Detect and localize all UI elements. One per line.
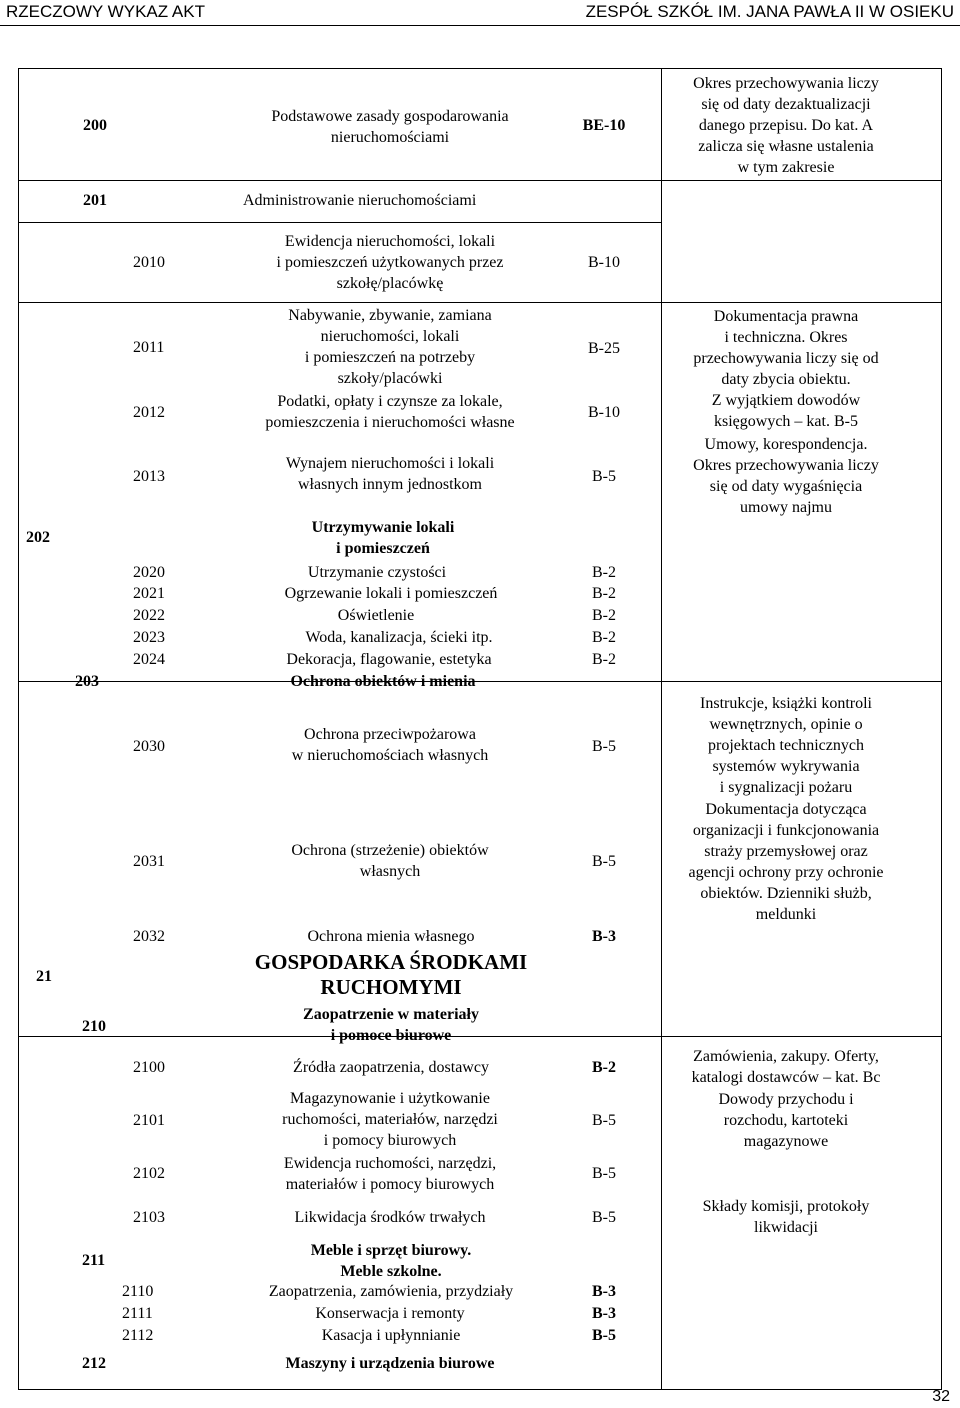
cat-2112: B-5 — [592, 1327, 616, 1344]
name-2110: Zaopatrzenia, zamówienia, przydziały — [268, 1283, 514, 1300]
cat-2030: B-5 — [592, 738, 616, 755]
name-2023: Woda, kanalizacja, ścieki itp. — [305, 629, 493, 646]
row-divider — [18, 180, 942, 181]
name-2112: Kasacja i upłynnianie — [321, 1327, 461, 1344]
code-2021: 2021 — [133, 585, 165, 602]
cat-2102: B-5 — [592, 1165, 616, 1182]
cat-2100: B-2 — [592, 1059, 616, 1076]
cat-2101: B-5 — [592, 1112, 616, 1129]
code-2020: 2020 — [133, 564, 165, 581]
name-2020: Utrzymanie czystości — [307, 564, 447, 581]
note-2030: Instrukcje, książki kontroli wewnętrznych, opinie o projektach technicznych systemów wykrywania i sygnalizacji pożaru — [700, 695, 872, 796]
name-203: Ochrona obiektów i mienia — [290, 673, 476, 690]
name-212: Maszyny i urządzenia biurowe — [285, 1355, 495, 1372]
code-2102: 2102 — [133, 1165, 165, 1182]
cat-2111: B-3 — [592, 1305, 616, 1322]
code-2031: 2031 — [133, 853, 165, 870]
name-2010: Ewidencja nieruchomości, lokali i pomieszczeń użytkowanych przez szkołę/placówkę — [276, 233, 504, 292]
header-school-name: ZESPÓŁ SZKÓŁ IM. JANA PAWŁA II W OSIEKU — [585, 2, 954, 21]
cat-2010: B-10 — [588, 254, 620, 271]
code-2103: 2103 — [133, 1209, 165, 1226]
code-2101: 2101 — [133, 1112, 165, 1129]
name-2032: Ochrona mienia własnego — [307, 928, 475, 945]
note-2013: Umowy, korespondencja. Okres przechowywania liczy się od daty wygaśnięcia umowy najmu — [693, 436, 879, 516]
code-2022: 2022 — [133, 607, 165, 624]
row-divider — [18, 222, 661, 223]
cat-2020: B-2 — [592, 564, 616, 581]
cat-2024: B-2 — [592, 651, 616, 668]
code-2111: 2111 — [122, 1305, 153, 1322]
name-202: Utrzymywanie lokali i pomieszczeń — [311, 519, 455, 557]
code-2112: 2112 — [122, 1327, 154, 1344]
row-divider — [18, 681, 942, 682]
code-2012: 2012 — [133, 404, 165, 421]
code-212: 212 — [82, 1355, 106, 1372]
cat-2011: B-25 — [588, 340, 620, 357]
note-2100: Zamówienia, zakupy. Oferty, katalogi dostawców – kat. Bc — [691, 1048, 881, 1086]
code-2024: 2024 — [133, 651, 165, 668]
name-2103: Likwidacja środków trwałych — [294, 1209, 486, 1226]
note-2103: Składy komisji, protokoły likwidacji — [702, 1198, 870, 1236]
code-2011: 2011 — [133, 339, 165, 356]
name-2111: Konserwacja i remonty — [315, 1305, 465, 1322]
code-211: 211 — [82, 1252, 106, 1269]
note-2011: Dokumentacja prawna i techniczna. Okres przechowywania liczy się od daty zbycia obiektu. Z wyjątkiem dowodów księgowych – kat. B-5 — [693, 308, 879, 430]
cat-2013: B-5 — [592, 468, 616, 485]
name-21: GOSPODARKA ŚRODKAMI RUCHOMYMI — [254, 950, 528, 999]
name-2022: Oświetlenie — [337, 607, 415, 624]
cat-2031: B-5 — [592, 853, 616, 870]
code-2100: 2100 — [133, 1059, 165, 1076]
cat-2021: B-2 — [592, 585, 616, 602]
code-202: 202 — [26, 529, 50, 546]
note-2101: Dowody przychodu i rozchodu, kartoteki magazynowe — [718, 1091, 854, 1150]
cat-2023: B-2 — [592, 629, 616, 646]
code-200: 200 — [83, 117, 107, 134]
name-2011: Nabywanie, zbywanie, zamiana nieruchomości, lokali i pomieszczeń na potrzeby szkoły/placówki — [288, 307, 492, 387]
code-2110: 2110 — [122, 1283, 154, 1300]
name-2021: Ogrzewanie lokali i pomieszczeń — [284, 585, 498, 602]
code-201: 201 — [83, 192, 107, 209]
cat-2110: B-3 — [592, 1283, 616, 1300]
name-2012: Podatki, opłaty i czynsze za lokale, pomieszczenia i nieruchomości własne — [265, 393, 515, 431]
row-divider — [18, 302, 942, 303]
row-divider — [18, 1036, 942, 1037]
name-2031: Ochrona (strzeżenie) obiektów własnych — [291, 842, 489, 880]
code-2032: 2032 — [133, 928, 165, 945]
code-2030: 2030 — [133, 738, 165, 755]
name-2013: Wynajem nieruchomości i lokali własnych innym jednostkom — [285, 455, 495, 493]
name-200: Podstawowe zasady gospodarowania nieruchomościami — [271, 108, 509, 146]
header-title: RZECZOWY WYKAZ AKT — [6, 2, 205, 21]
code-210: 210 — [82, 1018, 106, 1035]
cat-2012: B-10 — [588, 404, 620, 421]
name-210: Zaopatrzenie w materiały i pomoce biurowe — [303, 1006, 479, 1044]
cat-200: BE-10 — [582, 117, 626, 134]
name-201: Administrowanie nieruchomościami — [243, 192, 477, 209]
cat-2022: B-2 — [592, 607, 616, 624]
page-header — [0, 0, 960, 26]
name-2030: Ochrona przeciwpożarowa w nieruchomościach własnych — [291, 726, 489, 764]
name-2101: Magazynowanie i użytkowanie ruchomości, materiałów, narzędzi i pomocy biurowych — [282, 1090, 498, 1149]
name-211: Meble i sprzęt biurowy. Meble szkolne. — [310, 1242, 472, 1280]
code-203: 203 — [75, 673, 99, 690]
code-2023: 2023 — [133, 629, 165, 646]
code-21: 21 — [36, 968, 52, 985]
code-2013: 2013 — [133, 468, 165, 485]
page-number: 32 — [932, 1388, 950, 1405]
cat-2032: B-3 — [592, 928, 616, 945]
note-200: Okres przechowywania liczy się od daty dezaktualizacji danego przepisu. Do kat. A zalicza się własne ustalenia w tym zakresie — [693, 75, 879, 176]
header-rule — [0, 25, 960, 26]
name-2024: Dekoracja, flagowanie, estetyka — [286, 651, 492, 668]
code-2010: 2010 — [133, 254, 165, 271]
name-2102: Ewidencja ruchomości, narzędzi, materiałów i pomocy biurowych — [283, 1155, 497, 1193]
name-2100: Źródła zaopatrzenia, dostawcy — [293, 1059, 489, 1076]
cat-2103: B-5 — [592, 1209, 616, 1226]
note-2031: Dokumentacja dotycząca organizacji i funkcjonowania straży przemysłowej oraz agencji ochrony przy ochronie obiektów. Dzienniki służb, meldunki — [688, 801, 884, 923]
